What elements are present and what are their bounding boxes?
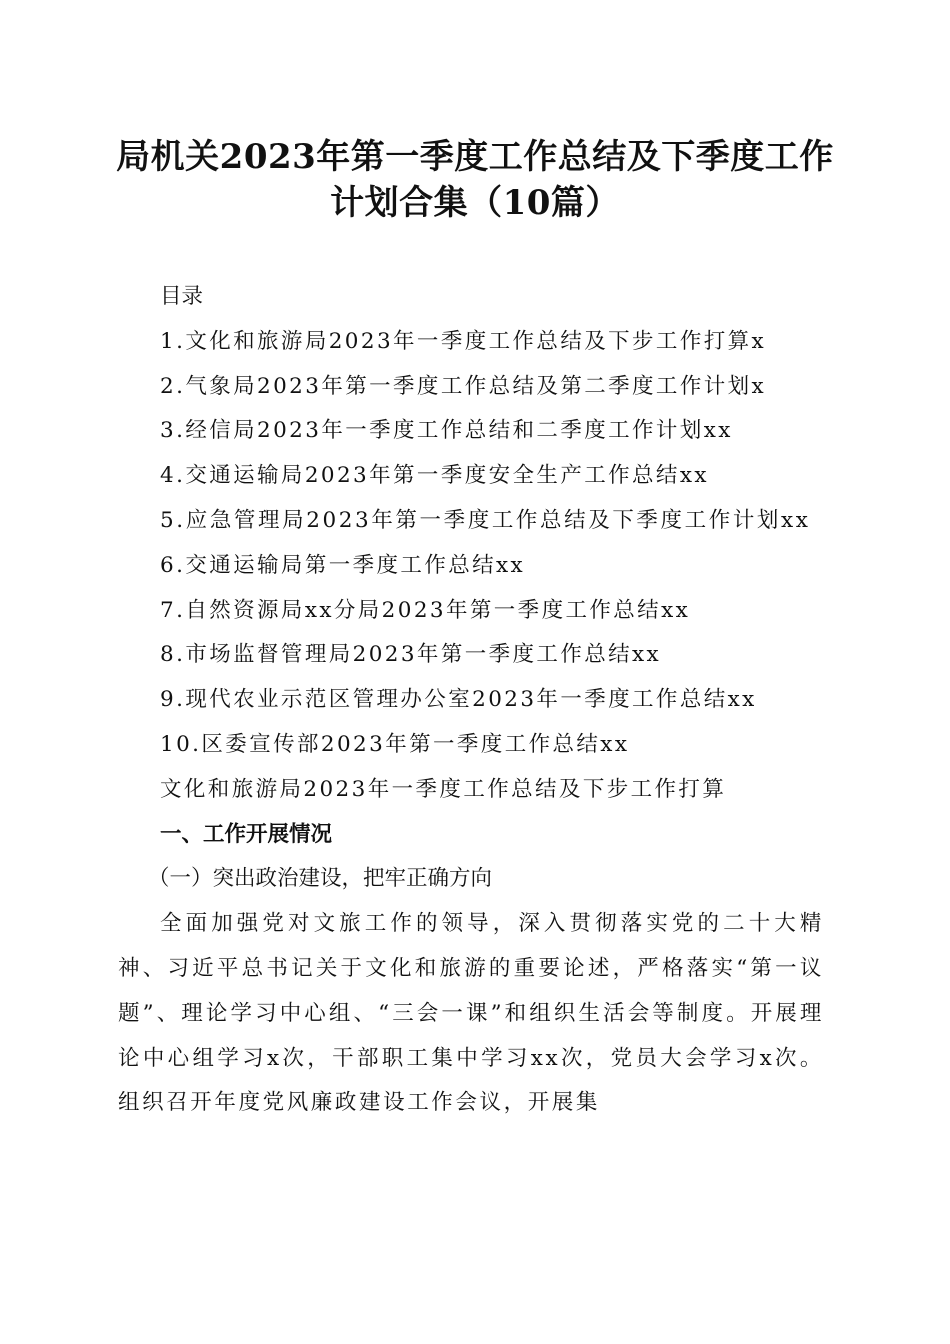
toc-item: 1.文化和旅游局2023年一季度工作总结及下步工作打算x [160,328,767,354]
toc-item: 6.交通运输局第一季度工作总结xx [160,552,526,578]
subsection-heading: （一）突出政治建设，把牢正确方向 [148,866,493,892]
article-title: 文化和旅游局2023年一季度工作总结及下步工作打算 [160,776,727,802]
toc-item: 5.应急管理局2023年第一季度工作总结及下季度工作计划xx [160,507,811,533]
toc-item: 10.区委宣传部2023年第一季度工作总结xx [160,731,630,757]
toc-item: 3.经信局2023年一季度工作总结和二季度工作计划xx [160,418,733,444]
document-body [118,275,824,1126]
toc-item: 8.市场监督管理局2023年第一季度工作总结xx [160,642,662,668]
toc-heading: 目录 [160,284,204,309]
document-title: 局机关2023年第一季度工作总结及下季度工作计划合集（10篇） [116,137,834,223]
toc-item: 9.现代农业示范区管理办公室2023年一季度工作总结xx [160,687,757,713]
toc-item: 7.自然资源局xx分局2023年第一季度工作总结xx [160,597,691,623]
section-heading: 一、工作开展情况 [160,821,333,847]
toc-item: 2.气象局2023年第一季度工作总结及第二季度工作计划x [160,373,767,399]
toc-item: 4.交通运输局2023年第一季度安全生产工作总结xx [160,463,709,489]
body-paragraph: 全面加强党对文旅工作的领导，深入贯彻落实党的二十大精神、习近平总书记关于文化和旅游的重要论述，严格落实“第一议题”、理论学习中心组、“三会一课”和组织生活会等制度。开展理论中心组学习x次，干部职工集中学习xx次，党员大会学习x次。组织召开年度党风廉政建设工作会议，开展集 [118,911,824,1116]
